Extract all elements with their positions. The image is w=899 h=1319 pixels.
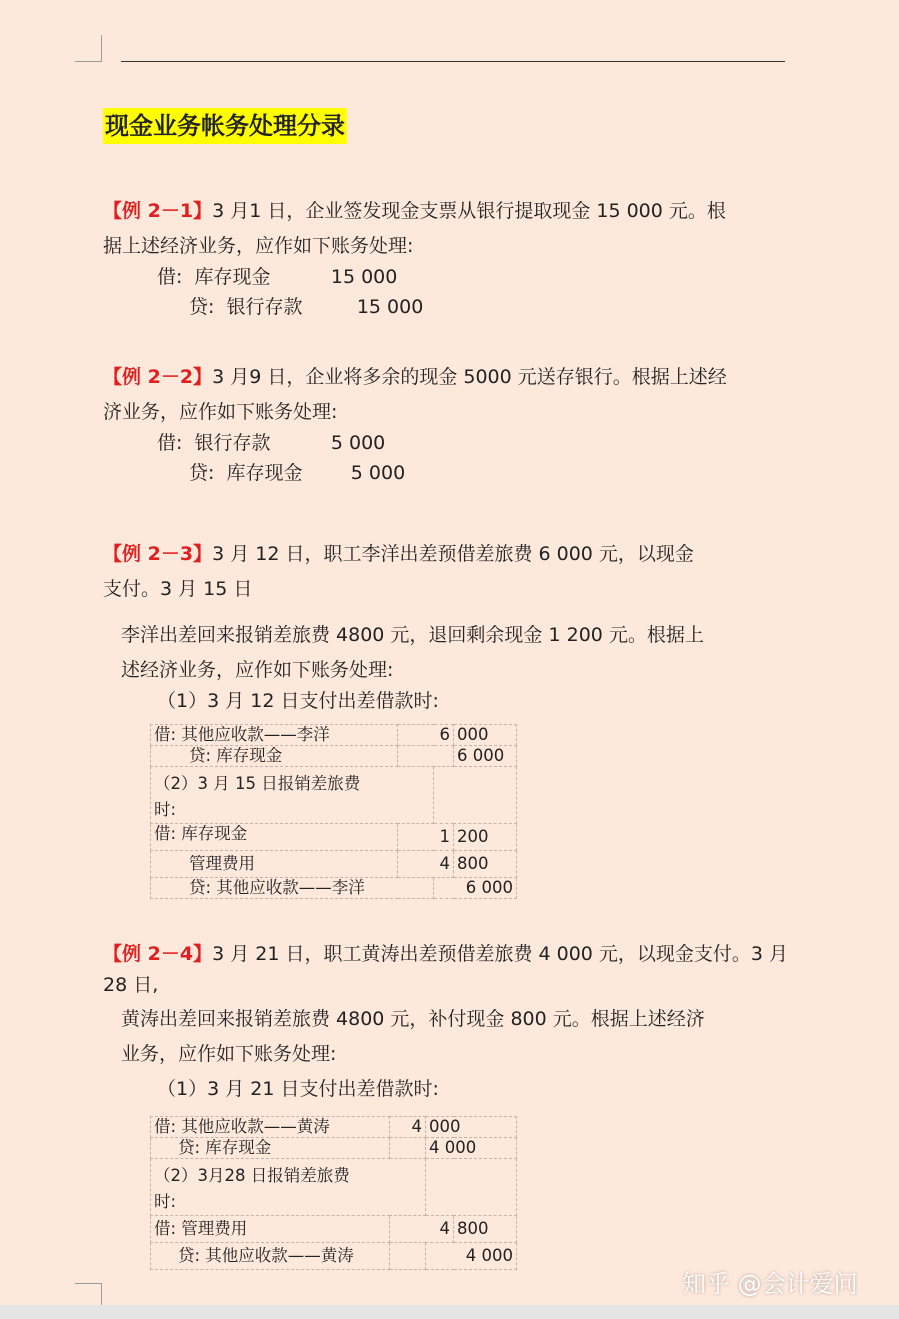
watermark: 知乎 @会计爱问 xyxy=(682,1270,858,1298)
ex1-line-2: 据上述经济业务，应作如下账务处理: xyxy=(103,235,414,257)
ex4-line-2: 28 日, xyxy=(103,974,159,996)
step-2-label: （2）3月28 日报销差旅费 xyxy=(154,1166,350,1185)
step-cell xyxy=(151,767,434,824)
amount-cell: 800 xyxy=(454,851,517,878)
account-cell: 贷: 库存现金 xyxy=(151,1138,390,1159)
bottom-scroll-strip xyxy=(0,1305,899,1319)
account-cell: 借: 管理费用 xyxy=(151,1216,390,1243)
ex2-debit-entry: 借: 银行存款 5 000 xyxy=(157,432,386,454)
ex3-line-4: 述经济业务，应作如下账务处理: xyxy=(121,659,394,681)
amount-cell: 4 000 xyxy=(426,1243,517,1270)
ex3-ledger-table xyxy=(150,724,517,899)
ex4-tag: 【例 2－4】 xyxy=(103,943,213,965)
table-row xyxy=(151,824,517,851)
amount-cell xyxy=(398,746,454,767)
table-row xyxy=(151,1243,517,1270)
amount-cell: 1 xyxy=(398,824,454,851)
table-row xyxy=(151,746,517,767)
empty-cell xyxy=(426,1159,517,1216)
amount-cell xyxy=(390,1243,426,1270)
table-row xyxy=(151,878,517,899)
ex1-text-1: 3 月1 日，企业签发现金支票从银行提取现金 15 000 元。根 xyxy=(212,200,726,222)
step-cell xyxy=(151,1159,426,1216)
amount-cell: 800 xyxy=(454,1216,517,1243)
account-cell: 管理费用 xyxy=(151,851,398,878)
ex4-line-1 xyxy=(103,941,788,967)
amount-cell: 6 000 xyxy=(454,746,517,767)
ex4-ledger-table xyxy=(150,1116,517,1270)
account-cell: 贷: 其他应收款——黄涛 xyxy=(151,1243,390,1270)
step-2-label-cont: 时: xyxy=(154,800,177,819)
table-row xyxy=(151,1216,517,1243)
ex4-text-1: 3 月 21 日，职工黄涛出差预借差旅费 4 000 元，以现金支付。3 月 xyxy=(212,943,789,965)
ex1-credit-entry: 贷: 银行存款 15 000 xyxy=(189,296,424,318)
ex4-line-4: 业务，应作如下账务处理: xyxy=(121,1043,337,1065)
ex2-text-1: 3 月9 日，企业将多余的现金 5000 元送存银行。根据上述经 xyxy=(212,366,727,388)
amount-cell xyxy=(390,1138,426,1159)
table-row xyxy=(151,851,517,878)
ex1-line-1 xyxy=(103,198,726,224)
table-row xyxy=(151,1138,517,1159)
account-cell: 借: 其他应收款——李洋 xyxy=(151,725,398,746)
ex2-credit-entry: 贷: 库存现金 5 000 xyxy=(189,462,406,484)
amount-cell: 6 xyxy=(398,725,454,746)
table-row xyxy=(151,767,517,824)
amount-cell: 4 000 xyxy=(426,1138,517,1159)
header-rule xyxy=(121,61,785,62)
account-cell: 贷: 其他应收款——李洋 xyxy=(151,878,434,899)
ex3-line-3: 李洋出差回来报销差旅费 4800 元，退回剩余现金 1 200 元。根据上 xyxy=(121,624,704,646)
account-cell: 贷: 库存现金 xyxy=(151,746,398,767)
table-row xyxy=(151,1159,517,1216)
ex3-line-1 xyxy=(103,541,694,567)
ex2-tag: 【例 2－2】 xyxy=(103,366,213,388)
ex1-tag: 【例 2－1】 xyxy=(103,200,213,222)
amount-cell: 6 000 xyxy=(434,878,517,899)
table-row xyxy=(151,1117,517,1138)
amount-cell: 4 xyxy=(390,1216,454,1243)
amount-cell: 4 xyxy=(390,1117,426,1138)
account-cell: 借: 库存现金 xyxy=(151,824,398,851)
amount-cell: 000 xyxy=(426,1117,517,1138)
ex4-step-1: （1）3 月 21 日支付出差借款时: xyxy=(157,1078,439,1100)
amount-cell: 4 xyxy=(398,851,454,878)
ex3-tag: 【例 2－3】 xyxy=(103,543,213,565)
amount-cell: 000 xyxy=(454,725,517,746)
ex1-debit-entry: 借: 库存现金 15 000 xyxy=(157,266,398,288)
page-title: 现金业务帐务处理分录 xyxy=(103,108,347,144)
ex2-line-2: 济业务，应作如下账务处理: xyxy=(103,401,338,423)
ex3-step-1: （1）3 月 12 日支付出差借款时: xyxy=(157,690,439,712)
ex4-line-3: 黄涛出差回来报销差旅费 4800 元，补付现金 800 元。根据上述经济 xyxy=(121,1008,705,1030)
account-cell: 借: 其他应收款——黄涛 xyxy=(151,1117,390,1138)
empty-cell xyxy=(434,767,517,824)
step-2-label-cont: 时: xyxy=(154,1192,177,1211)
ex3-text-1: 3 月 12 日，职工李洋出差预借差旅费 6 000 元，以现金 xyxy=(212,543,694,565)
ex2-line-1 xyxy=(103,364,727,390)
step-2-label: （2）3 月 15 日报销差旅费 xyxy=(154,774,361,793)
amount-cell: 200 xyxy=(454,824,517,851)
ex3-line-2: 支付。3 月 15 日 xyxy=(103,578,253,600)
table-row xyxy=(151,725,517,746)
page-corner-mark-top xyxy=(75,35,102,62)
